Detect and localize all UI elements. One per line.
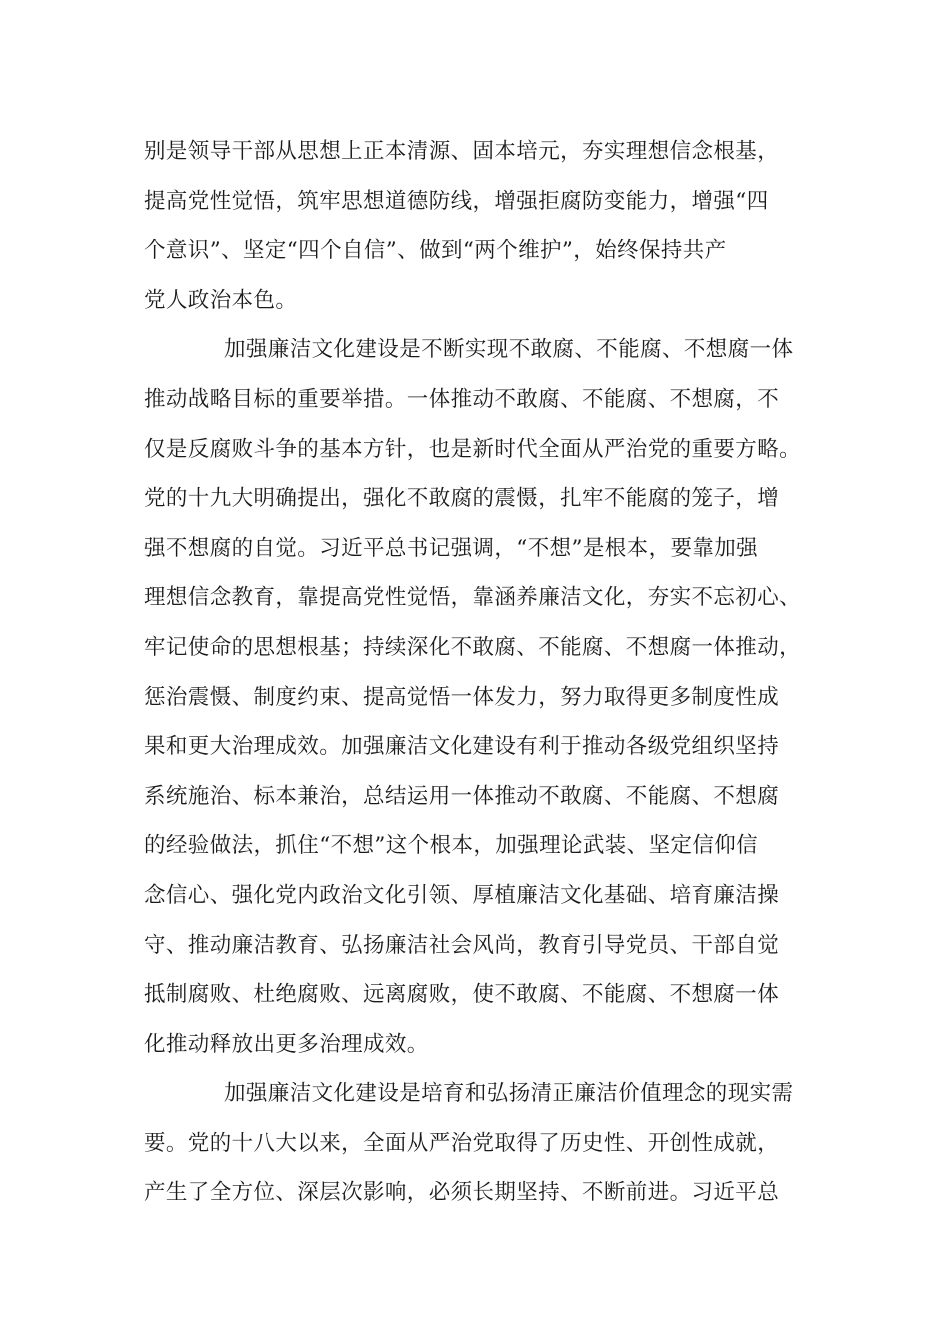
text-line: 守、推动廉洁教育、弘扬廉洁社会风尚，教育引导党员、干部自觉: [144, 932, 780, 958]
body-text: [144, 127, 824, 1218]
text-line: 抵制腐败、杜绝腐败、远离腐败，使不敢腐、不能腐、不想腐一体: [144, 982, 780, 1008]
text-line: 提高党性觉悟，筑牢思想道德防线，增强拒腐防变能力，增强“四: [144, 188, 769, 214]
text-line: 仅是反腐败斗争的基本方针，也是新时代全面从严治党的重要方略。: [144, 436, 802, 462]
text-line: 的经验做法，抓住“不想”这个根本，加强理论武装、坚定信仰信: [144, 833, 759, 859]
text-line: 强不想腐的自觉。习近平总书记强调，“不想”是根本，要靠加强: [144, 535, 759, 561]
text-line: 党的十九大明确提出，强化不敢腐的震慑，扎牢不能腐的笼子，增: [144, 486, 780, 512]
text-line: 系统施治、标本兼治，总结运用一体推动不敢腐、不能腐、不想腐: [144, 783, 780, 809]
text-line: 党人政治本色。: [144, 287, 298, 313]
text-line: 产生了全方位、深层次影响，必须长期坚持、不断前进。习近平总: [144, 1180, 780, 1206]
text-line: 加强廉洁文化建设是不断实现不敢腐、不能腐、不想腐一体: [224, 337, 794, 363]
text-line: 惩治震慑、制度约束、提高觉悟一体发力，努力取得更多制度性成: [144, 684, 780, 710]
text-line: 理想信念教育，靠提高党性觉悟，靠涵养廉洁文化，夯实不忘初心、: [144, 585, 802, 611]
text-line: 念信心、强化党内政治文化引领、厚植廉洁文化基础、培育廉洁操: [144, 882, 780, 908]
text-line: 化推动释放出更多治理成效。: [144, 1031, 429, 1057]
text-line: 要。党的十八大以来，全面从严治党取得了历史性、开创性成就，: [144, 1130, 780, 1156]
text-line: 推动战略目标的重要举措。一体推动不敢腐、不能腐、不想腐，不: [144, 386, 780, 412]
text-line: 加强廉洁文化建设是培育和弘扬清正廉洁价值理念的现实需: [224, 1081, 794, 1107]
text-line: 牢记使命的思想根基；持续深化不敢腐、不能腐、不想腐一体推动，: [144, 634, 802, 660]
text-line: 果和更大治理成效。加强廉洁文化建设有利于推动各级党组织坚持: [144, 734, 780, 760]
text-line: 个意识”、坚定“四个自信”、做到“两个维护”，始终保持共产: [144, 238, 727, 264]
text-line: 别是领导干部从思想上正本清源、固本培元，夯实理想信念根基，: [144, 139, 780, 164]
